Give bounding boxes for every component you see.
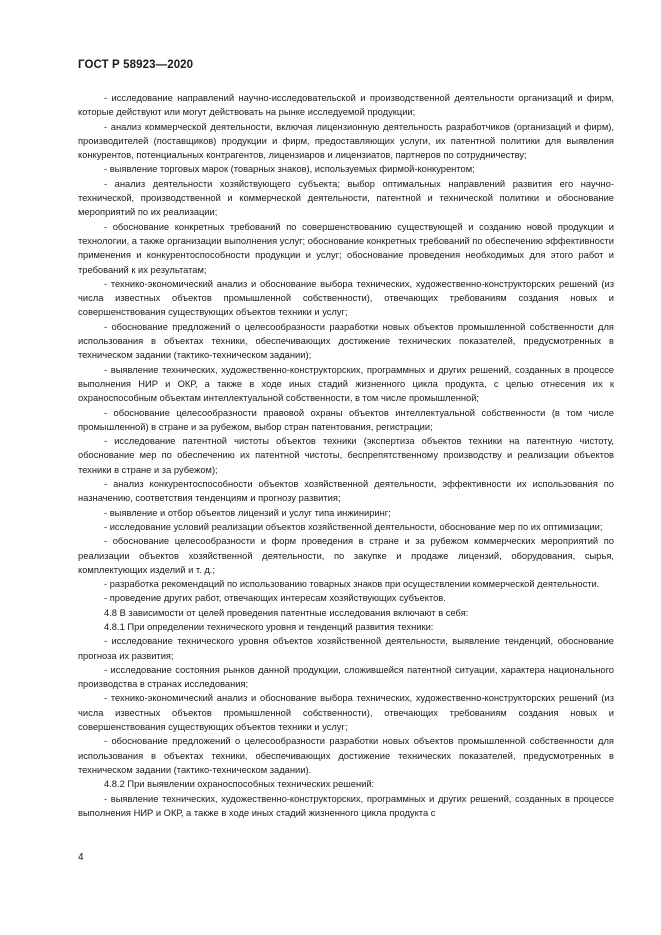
subsection-heading: 4.8.2 При выявлении охраноспособных технических решений: <box>104 779 375 790</box>
paragraph: - обоснование конкретных требований по совершенствованию существующей и созданию новой продукции и технологии, а также организации выполнения услуг; обоснование конкретных требований по обеспечению эффективности применения и конкурентоспособности продукции и услуг; обоснование проведения необходимых для этого работ и требований к их результатам; <box>78 221 614 275</box>
paragraph: - разработка рекомендаций по использованию товарных знаков при осуществлении коммерческой деятельности. <box>104 579 600 590</box>
paragraph: - обоснование целесообразности и форм проведения в стране и за рубежом коммерческих мероприятий по реализации объектов хозяйственной деятельности, по закупке и продаже лицензий, оборудования, сырья, комплектующих изделий и т. д.; <box>78 536 614 575</box>
subsection-heading: 4.8.1 При определении технического уровня и тенденций развития техники: <box>104 621 434 632</box>
paragraph: - анализ коммерческой деятельности, включая лицензионную деятельность разработчиков (организаций и фирм), производителей (поставщиков) продукции и фирм, предоставляющих услуги, их патентной политики для выявления конкурентов, потенциальных контрагентов, лицензиаров и лицензиатов, партнеров по сотрудничеству; <box>78 121 614 161</box>
paragraph: - обоснование предложений о целесообразности разработки новых объектов промышленной собственности для использования в объектах техники, обеспечивающих достижение технических показателей, предусмотренных в техническом задании (тактико-техническом задании); <box>78 321 614 361</box>
paragraph: - выявление и отбор объектов лицензий и услуг типа инжиниринг; <box>104 507 391 518</box>
paragraph: - анализ деятельности хозяйствующего субъекта; выбор оптимальных направлений развития его научно-технической, производственной и коммерческой деятельности, патентной и технической политики и обоснование мероприятий по их реализации; <box>78 178 614 218</box>
paragraph: - технико-экономический анализ и обоснование выбора технических, художественно-конструкторских решений (из числа известных объектов промышленной собственности), отвечающих требованиям создания новых и совершенствования существующих объектов техники и услуг; <box>78 278 614 318</box>
paragraph: - обоснование предложений о целесообразности разработки новых объектов промышленной собственности для использования в объектах техники, обеспечивающих достижение технических показателей, предусмотренных в техническом задании (тактико-техническом задании). <box>78 736 614 775</box>
paragraph: - исследование направлений научно-исследовательской и производственной деятельности организаций и фирм, которые действуют или могут действовать на рынке исследуемой продукции; <box>78 93 614 118</box>
page-number: 4 <box>78 852 84 863</box>
paragraph: - исследование патентной чистоты объектов техники (экспертиза объектов техники на патентную чистоту, обоснование мер по обеспечению их патентной чистоты, беспрепятственному производству и реализации объектов техники в стране и за рубежом); <box>78 436 614 475</box>
section-heading: 4.8 В зависимости от целей проведения патентные исследования включают в себя: <box>104 607 469 618</box>
paragraph: - анализ конкурентоспособности объектов хозяйственной деятельности, эффективности их использования по назначению, соответствия тенденциям и прогнозу развития; <box>78 479 614 504</box>
paragraph: - выявление торговых марок (товарных знаков), используемых фирмой-конкурентом; <box>104 164 475 175</box>
paragraph: - технико-экономический анализ и обоснование выбора технических, художественно-конструкторских решений (из числа известных объектов промышленной собственности), отвечающих требованиям создания новых и совершенствования существующих объектов техники и услуг; <box>78 693 614 733</box>
paragraph: - выявление технических, художественно-конструкторских, программных и других решений, созданных в процессе выполнения НИР и ОКР, а также в ходе иных стадий жизненного цикла продукта с <box>78 793 614 818</box>
paragraph: - выявление технических, художественно-конструкторских, программных и других решений, созданных в процессе выполнения НИР и ОКР, а также в ходе иных стадий жизненного цикла продукта, с целью отнесения их к охраноспособным объектам интеллектуальной собственности, в том числе промышленной; <box>78 364 614 404</box>
document-body <box>78 91 614 820</box>
document-header: ГОСТ Р 58923—2020 <box>78 59 194 71</box>
paragraph: - исследование технического уровня объектов хозяйственной деятельности, выявление тенденций, обоснование прогноза их развития; <box>78 636 614 661</box>
paragraph: - проведение других работ, отвечающих интересам хозяйствующих субъектов. <box>104 593 446 604</box>
paragraph: - исследование состояния рынков данной продукции, сложившейся патентной ситуации, характера национального производства в странах исследования; <box>78 664 614 690</box>
paragraph: - исследование условий реализации объектов хозяйственной деятельности, обоснование мер по их оптимизации; <box>104 521 603 532</box>
paragraph: - обоснование целесообразности правовой охраны объектов интеллектуальной собственности (в том числе промышленной) в стране и за рубежом, выбор стран патентования, регистрации; <box>78 407 614 432</box>
